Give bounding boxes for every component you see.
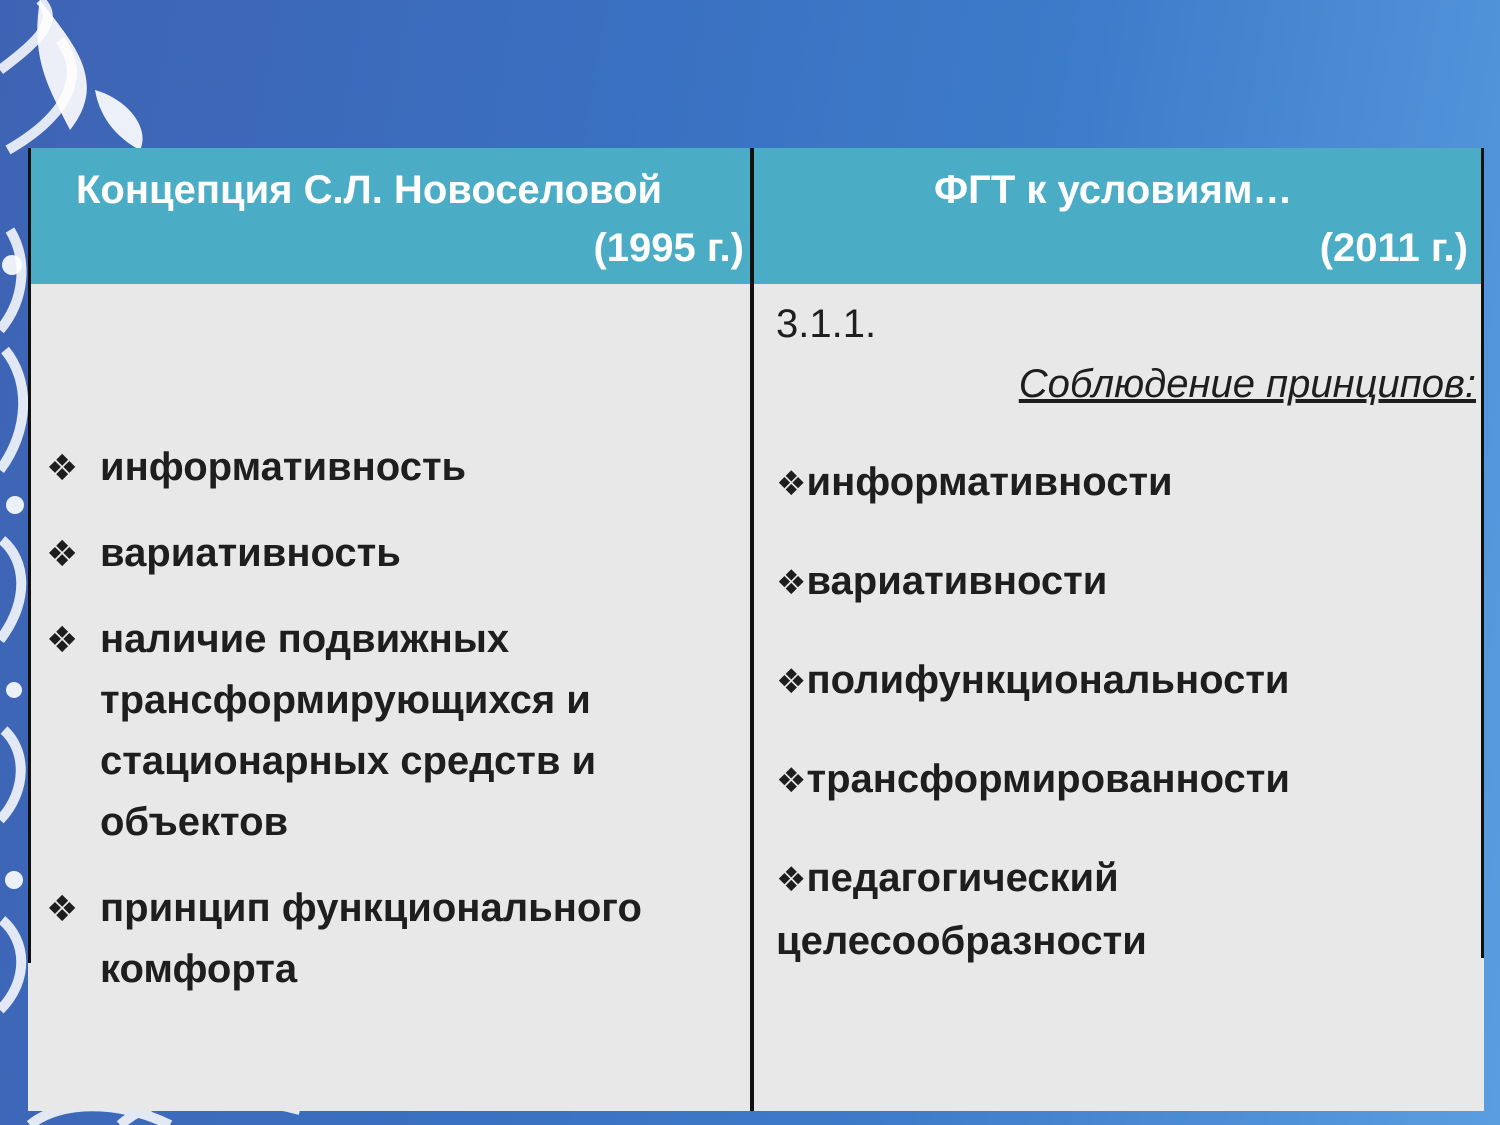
diamond-bullet-icon: ❖	[46, 888, 79, 929]
table-header-row	[28, 148, 1484, 284]
fgt-principle-text: вариативности	[806, 559, 1108, 603]
concept-principle-text: трансформирующихся и	[100, 678, 591, 722]
concept-principle-text: комфорта	[100, 947, 298, 991]
header-cell-fgt	[754, 148, 1484, 284]
table-left-border	[28, 148, 31, 963]
header-concept-title: Концепция С.Л. Новоселовой	[76, 168, 663, 212]
diamond-bullet-icon: ❖	[46, 533, 79, 574]
concept-principle-text: информативность	[100, 445, 467, 489]
diamond-bullet-icon: ❖	[776, 663, 807, 701]
diamond-bullet-icon: ❖	[46, 447, 79, 488]
fgt-principle-item	[776, 452, 1466, 515]
clause-number: 3.1.1.	[776, 302, 877, 346]
header-cell-concept	[28, 148, 750, 284]
concept-principle-text: стационарных средств и	[100, 739, 597, 783]
fgt-principle-item	[776, 650, 1466, 713]
diamond-bullet-icon: ❖	[776, 762, 807, 800]
concept-principle-text: объектов	[100, 800, 289, 844]
diamond-bullet-icon: ❖	[776, 861, 807, 899]
header-fgt-year: (2011 г.)	[1319, 226, 1468, 270]
concept-principle-item	[46, 523, 780, 584]
fgt-principle-text: трансформированности	[806, 757, 1290, 801]
clause-title: Соблюдение принципов:	[1018, 362, 1476, 406]
concept-principle-item	[46, 878, 780, 1000]
diamond-bullet-icon: ❖	[776, 465, 807, 503]
concept-principle-text: вариативность	[100, 531, 401, 575]
fgt-principle-text: полифункциональности	[806, 658, 1290, 702]
fgt-principle-item	[776, 551, 1466, 614]
comparison-table	[28, 148, 1484, 1111]
diamond-bullet-icon: ❖	[46, 619, 79, 660]
concept-principle-text: наличие подвижных	[100, 617, 510, 661]
fgt-principle-item	[776, 848, 1466, 972]
fgt-principle-text: целесообразности	[776, 919, 1147, 963]
fgt-principle-text: информативности	[806, 460, 1173, 504]
header-concept-year: (1995 г.)	[593, 226, 744, 270]
concept-principle-item	[46, 437, 780, 498]
diamond-bullet-icon: ❖	[776, 564, 807, 602]
header-fgt-title: ФГТ к условиям…	[934, 168, 1293, 212]
table-right-border	[1481, 148, 1484, 958]
fgt-principle-text: педагогический	[806, 856, 1119, 900]
concept-principle-text: принцип функционального	[100, 886, 642, 930]
fgt-principle-item	[776, 749, 1466, 812]
concept-principle-item	[46, 609, 780, 853]
